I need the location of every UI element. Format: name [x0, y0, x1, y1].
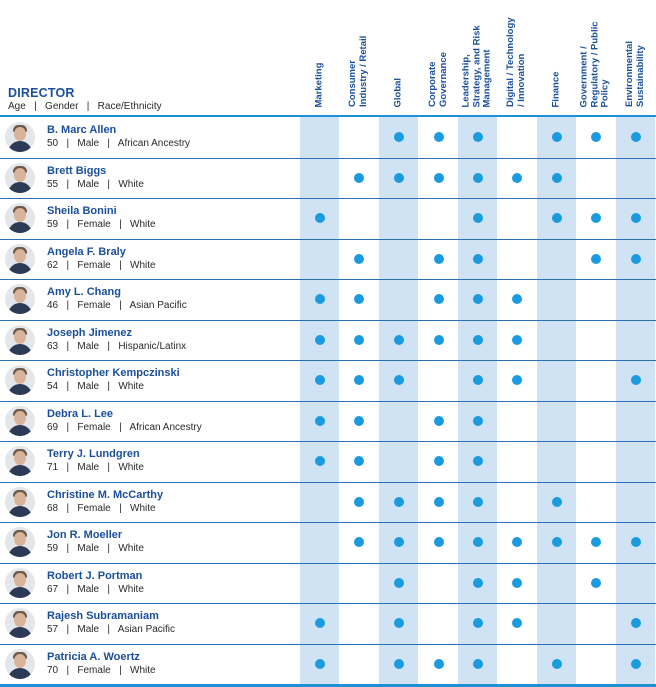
skill-dot	[473, 537, 483, 547]
skill-dot	[552, 213, 562, 223]
skill-dot	[434, 132, 444, 142]
column-header	[314, 62, 325, 107]
director-name: Brett Biggs	[47, 165, 107, 177]
director-demographics: 57 | Male | Asian Pacific	[47, 624, 176, 635]
skill-dot	[434, 416, 444, 426]
row-divider	[0, 198, 656, 199]
skill-dot	[631, 213, 641, 223]
skill-dot	[512, 375, 522, 385]
skill-dot	[394, 335, 404, 345]
skill-dot	[591, 578, 601, 588]
skill-dot	[315, 375, 325, 385]
column-header-line: Management	[481, 48, 493, 107]
header-title: DIRECTOR	[8, 86, 75, 100]
column-header	[393, 77, 404, 107]
column-header-line: Finance	[550, 71, 562, 107]
skill-dot	[512, 173, 522, 183]
skill-dot	[631, 618, 641, 628]
column-header-line: Strategy, and Risk	[471, 24, 483, 107]
director-name: Debra L. Lee	[47, 408, 114, 420]
skill-dot	[631, 537, 641, 547]
skill-dot	[591, 132, 601, 142]
director-photo	[5, 487, 35, 517]
skill-dot	[473, 294, 483, 304]
director-demographics: 70 | Female | White	[47, 665, 156, 676]
row-divider	[0, 279, 656, 280]
director-demographics: 62 | Female | White	[47, 260, 156, 271]
column-header-line: Regulatory / Public	[589, 20, 601, 107]
skill-dot	[512, 537, 522, 547]
skill-dot	[434, 497, 444, 507]
top-rule	[0, 115, 656, 117]
skill-dot	[315, 335, 325, 345]
director-photo	[5, 446, 35, 476]
skill-dot	[394, 578, 404, 588]
skill-dot	[354, 335, 364, 345]
skill-dot	[394, 618, 404, 628]
director-photo	[5, 608, 35, 638]
director-demographics: 59 | Female | White	[47, 219, 156, 230]
director-name: Patricia A. Woertz	[47, 651, 140, 663]
column-header-line: Global	[392, 77, 404, 107]
skill-dot	[315, 294, 325, 304]
skill-dot	[394, 132, 404, 142]
column-header-line: Consumer	[347, 60, 358, 107]
skill-dot	[394, 537, 404, 547]
skill-dot	[473, 254, 483, 264]
skill-dot	[434, 456, 444, 466]
skill-dot	[315, 456, 325, 466]
director-demographics: 69 | Female | African Ancestry	[47, 422, 202, 433]
director-name: B. Marc Allen	[47, 124, 117, 136]
skill-dot	[394, 497, 404, 507]
skill-dot	[315, 213, 325, 223]
skill-dot	[591, 213, 601, 223]
row-divider	[0, 522, 656, 523]
skill-dot	[473, 173, 483, 183]
row-divider	[0, 239, 656, 240]
skill-dot	[591, 537, 601, 547]
row-divider	[0, 320, 656, 321]
row-divider	[0, 563, 656, 564]
skill-dot	[552, 497, 562, 507]
column-header	[506, 17, 527, 107]
director-name: Rajesh Subramaniam	[47, 610, 159, 622]
row-divider	[0, 360, 656, 361]
director-demographics: 59 | Male | White	[47, 543, 144, 554]
director-photo	[5, 284, 35, 314]
skill-dot	[512, 294, 522, 304]
column-header	[428, 52, 449, 107]
director-photo	[5, 365, 35, 395]
skill-dot	[354, 294, 364, 304]
director-demographics: 54 | Male | White	[47, 381, 144, 392]
director-photo	[5, 122, 35, 152]
column-header-line: Corporate	[427, 61, 438, 107]
skill-dot	[354, 416, 364, 426]
skill-dot	[354, 254, 364, 264]
director-demographics: 68 | Female | White	[47, 503, 156, 514]
column-header-line: Policy	[599, 79, 611, 107]
director-photo	[5, 649, 35, 679]
skill-dot	[315, 659, 325, 669]
skill-dot	[473, 497, 483, 507]
director-name: Terry J. Lundgren	[47, 448, 140, 460]
skill-dot	[473, 375, 483, 385]
row-divider	[0, 401, 656, 402]
director-photo	[5, 244, 35, 274]
skill-dot	[473, 578, 483, 588]
header-subtitle: Age | Gender | Race/Ethnicity	[8, 101, 162, 112]
director-demographics: 71 | Male | White	[47, 462, 144, 473]
director-demographics: 46 | Female | Asian Pacific	[47, 300, 187, 311]
skill-dot	[354, 375, 364, 385]
column-header-line: Digital / Technology	[505, 17, 516, 107]
skill-dot	[434, 537, 444, 547]
column-header	[625, 41, 646, 107]
column-header-line: Sustainability	[634, 45, 646, 107]
row-divider	[0, 603, 656, 604]
skill-dot	[434, 294, 444, 304]
director-name: Joseph Jimenez	[47, 327, 132, 339]
column-header	[580, 21, 612, 107]
column-header	[551, 71, 562, 107]
director-name: Christopher Kempczinski	[47, 367, 180, 379]
skill-dot	[631, 132, 641, 142]
director-name: Amy L. Chang	[47, 286, 121, 298]
column-header	[348, 36, 369, 107]
skill-dot	[473, 132, 483, 142]
skill-dot	[631, 375, 641, 385]
skill-dot	[473, 456, 483, 466]
director-name: Angela F. Braly	[47, 246, 126, 258]
skill-dot	[434, 254, 444, 264]
director-demographics: 63 | Male | Hispanic/Latinx	[47, 341, 187, 352]
skill-dot	[434, 173, 444, 183]
director-demographics: 55 | Male | White	[47, 179, 144, 190]
skill-dot	[512, 578, 522, 588]
director-name: Robert J. Portman	[47, 570, 143, 582]
column-header-line: Marketing	[313, 62, 325, 107]
skill-dot	[315, 618, 325, 628]
director-name: Sheila Bonini	[47, 205, 117, 217]
director-demographics: 50 | Male | African Ancestry	[47, 138, 191, 149]
director-photo	[5, 163, 35, 193]
skill-dot	[354, 497, 364, 507]
row-divider	[0, 644, 656, 645]
column-header-line: Governance	[437, 52, 449, 107]
director-photo	[5, 325, 35, 355]
skill-dot	[631, 659, 641, 669]
skill-dot	[315, 416, 325, 426]
row-divider	[0, 441, 656, 442]
director-name: Jon R. Moeller	[47, 529, 123, 541]
skill-dot	[354, 537, 364, 547]
row-divider	[0, 158, 656, 159]
skill-dot	[354, 173, 364, 183]
skill-dot	[394, 375, 404, 385]
skill-dot	[434, 335, 444, 345]
director-name: Christine M. McCarthy	[47, 489, 164, 501]
director-photo	[5, 568, 35, 598]
skill-dot	[354, 456, 364, 466]
skill-dot	[473, 659, 483, 669]
skill-dot	[552, 132, 562, 142]
skill-dot	[473, 416, 483, 426]
skill-dot	[552, 659, 562, 669]
skill-dot	[552, 537, 562, 547]
column-header-line: Industry / Retail	[357, 35, 369, 107]
director-demographics: 67 | Male | White	[47, 584, 144, 595]
skill-dot	[631, 254, 641, 264]
director-photo	[5, 527, 35, 557]
skill-dot	[473, 213, 483, 223]
skill-dot	[473, 618, 483, 628]
director-photo	[5, 203, 35, 233]
skill-dot	[591, 254, 601, 264]
column-header	[462, 25, 494, 107]
skill-dot	[394, 173, 404, 183]
column-header-line: Environmental	[624, 41, 635, 107]
skill-dot	[512, 618, 522, 628]
row-divider	[0, 482, 656, 483]
column-header-line: / Innovation	[515, 53, 527, 107]
skill-dot	[552, 173, 562, 183]
skill-dot	[473, 335, 483, 345]
skill-dot	[394, 659, 404, 669]
skill-dot	[512, 335, 522, 345]
column-header-line: Government /	[578, 45, 590, 107]
skill-dot	[434, 659, 444, 669]
director-photo	[5, 406, 35, 436]
column-header-line: Leadership,	[460, 53, 472, 107]
